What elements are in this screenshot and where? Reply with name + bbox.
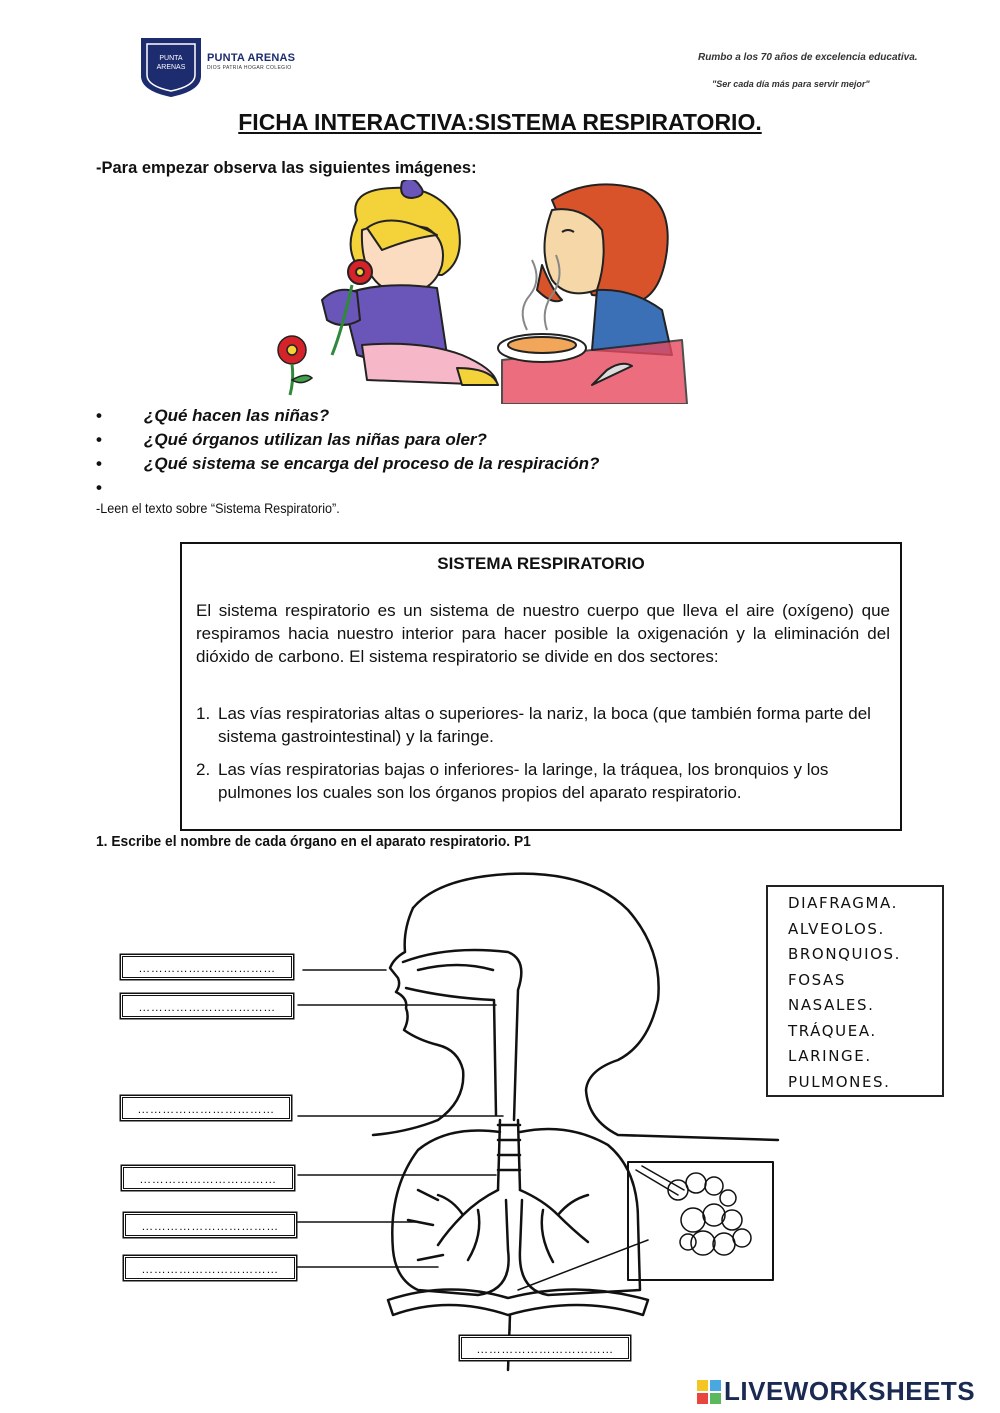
school-name: PUNTA ARENAS (207, 52, 296, 64)
word-bank (766, 885, 944, 1097)
liveworksheets-brand: LIVEWORKSHEETS (724, 1376, 976, 1406)
question-list (96, 404, 599, 500)
read-instruction: -Leen el texto sobre “Sistema Respiratorio”. (96, 500, 340, 516)
word-bank-item: TRÁQUEA. (788, 1021, 877, 1040)
school-crest-logo (138, 36, 204, 98)
girls-smelling-illustration (262, 180, 690, 404)
slogan-line-1: Rumbo a los 70 años de excelencia educativa. (698, 52, 918, 63)
info-box-title: SISTEMA RESPIRATORIO (437, 554, 645, 573)
answer-box-7[interactable]: …………………………… (461, 1337, 629, 1359)
word-bank-item: PULMONES. (788, 1072, 891, 1091)
info-box-list (196, 702, 890, 814)
liveworksheets-logo-icon (697, 1380, 721, 1404)
question-item: • ¿Qué órganos utilizan las niñas para oler? (96, 428, 599, 452)
word-bank-item: FOSAS (788, 970, 847, 989)
word-bank-item: ALVEOLOS. (788, 919, 885, 938)
answer-box-5[interactable]: …………………………… (125, 1214, 295, 1236)
question-item (96, 476, 599, 500)
word-bank-item: DIAFRAGMA. (788, 894, 899, 912)
slogan-line-2: "Ser cada día más para servir mejor" (712, 79, 870, 89)
word-bank-item: NASALES. (788, 996, 875, 1014)
question-item: • ¿Qué sistema se encarga del proceso de la respiración? (96, 452, 599, 476)
exercise-instruction: 1. Escribe el nombre de cada órgano en el aparato respiratorio. P1 (96, 833, 531, 850)
list-item: 1. Las vías respiratorias altas o superiores- la nariz, la boca (que también forma parte del sistema gastrointestinal) y la faringe. (196, 704, 871, 746)
school-motto: DIOS PATRIA HOGAR COLEGIO (207, 65, 292, 71)
info-box-paragraph: El sistema respiratorio es un sistema de nuestro cuerpo que lleva el aire (oxígeno) que respiramos hacia nuestro interior para hacer posible la oxigenación y la eliminación del dióxido de carbono. El sistema respiratorio se divide en dos sectores: (196, 601, 890, 666)
girl-with-flower (322, 180, 498, 385)
girl-smelling-soup (498, 184, 687, 404)
small-flower (278, 336, 312, 395)
svg-text:ARENAS: ARENAS (156, 64, 186, 71)
list-item: 2. Las vías respiratorias bajas o inferiores- la laringe, la tráquea, los bronquios y los pulmones los cuales son los órganos propios del aparato respiratorio. (196, 760, 829, 802)
answer-box-1[interactable]: …………………………… (122, 956, 292, 978)
intro-instruction: -Para empezar observa las siguientes imágenes: (96, 159, 477, 177)
svg-text:PUNTA: PUNTA (159, 55, 183, 62)
answer-box-4[interactable]: …………………………… (123, 1167, 293, 1189)
answer-box-6[interactable]: …………………………… (125, 1257, 295, 1279)
info-text-box (180, 542, 902, 831)
word-bank-item: BRONQUIOS. (788, 945, 902, 963)
answer-box-3[interactable]: …………………………… (122, 1097, 290, 1119)
word-bank-item: LARINGE. (788, 1047, 872, 1065)
page-title: FICHA INTERACTIVA:SISTEMA RESPIRATORIO. (238, 109, 762, 135)
question-item: • ¿Qué hacen las niñas? (96, 404, 599, 428)
answer-box-2[interactable]: …………………………… (122, 995, 292, 1017)
respiratory-system-diagram (118, 870, 788, 1380)
